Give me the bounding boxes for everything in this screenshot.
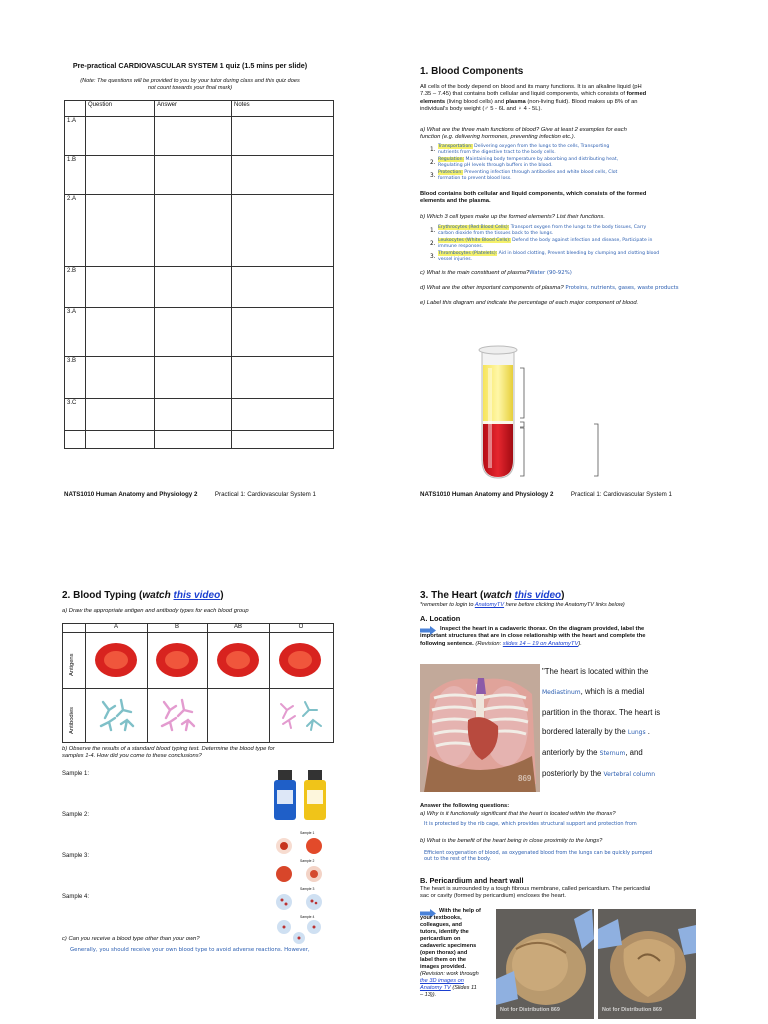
blood-intro: All cells of the body depend on blood and its many functions. It is an alkaline liquid (pH 7.35 – 7.45) that contains both cellular and liquid components, which consists of formed elements (living blood cells) and plasma (non-living fluid). Blood makes up 8% of an individual's body weight (♂ 5 - 6L and ♀ 4 - 5L). — [420, 84, 647, 113]
quiz-table — [64, 100, 334, 449]
question-b: b) Observe the results of a standard blood typing test. Determine the blood type for samples 1-4. How did you come to these conclusions? — [62, 746, 275, 759]
list-item: 1. Transportation: Delivering oxygen from the lungs to the cells, Transporting nutrients from the digestive tract to the body cells. — [430, 144, 610, 155]
answer-lungs: Lungs — [627, 729, 646, 737]
section-a-title: A. Location — [420, 614, 461, 623]
table-row: 2.B — [65, 267, 334, 308]
sample-4-label: Sample 4: — [62, 894, 90, 900]
quiz-header-answer: Answer — [155, 101, 232, 117]
thorax-image — [420, 664, 540, 792]
question-a: a) Draw the appropriate antigen and antibody types for each blood group — [62, 608, 249, 614]
cells-list — [430, 225, 738, 263]
group-ab-header: AB — [233, 624, 242, 630]
revision-link[interactable]: slides 14 – 19 on AnatomyTV — [502, 640, 579, 647]
question-d: d) What are the other important components of plasma? Proteins, nutrients, gases, waste products — [420, 285, 679, 291]
answer-sternum: Sternum — [599, 750, 626, 758]
anatomy-tv-link[interactable]: Anatomy TV — [420, 985, 451, 991]
heart-page — [384, 512, 768, 1024]
section-b-title: B. Pericardium and heart wall — [420, 876, 524, 885]
answer-mediastinum: Mediastinum — [542, 688, 581, 696]
3d-images-link[interactable]: the 3D images on — [420, 978, 464, 984]
group-a-header: A — [113, 624, 118, 630]
help-text: With the help of your textbooks, colleagues, and tutors, identify the pericardium on cadaveric specimens (open thorax) and label them on the images provided. (Revision: work through the 3D images on Anatomy TV (Slides 11 – 13)). — [420, 908, 481, 998]
table-row: 2.A — [65, 195, 334, 267]
watermark: 869 — [518, 774, 532, 783]
functions-list — [430, 144, 738, 182]
antibody-a-icon — [95, 696, 137, 736]
question-c: c) Can you receive a blood type other than your own? — [62, 936, 200, 942]
answer-b: Efficient oxygenation of blood, as oxygenated blood from the lungs can be quickly pumped out to the rest of the body. — [424, 850, 653, 862]
quiz-title: Pre-practical CARDIOVASCULAR SYSTEM 1 quiz (1.5 mins per slide) — [72, 61, 308, 70]
video-link[interactable]: this video — [173, 590, 221, 601]
sample-3-drops-icon — [274, 891, 328, 913]
footer — [420, 491, 740, 498]
quiz-page — [0, 0, 384, 512]
quiz-header-blank — [65, 101, 86, 117]
footer-course: NATS1010 Human Anatomy and Physiology 2 — [64, 491, 198, 498]
sample-2-label: Sample 2: — [62, 812, 90, 818]
reagent-bottles-icon — [270, 768, 330, 824]
rbc-a-icon — [93, 640, 139, 680]
question-a: a) Why is it functionally significant that the heart is located within the thorax? — [420, 811, 616, 817]
pericardium-text: The heart is surrounded by a tough fibrous membrane, called pericardium. The pericardial sac or cavity (formed by pericardium) encloses the heart. — [420, 886, 651, 900]
sample-2-drops-icon — [274, 863, 328, 885]
antibody-o-icon — [275, 696, 327, 736]
anatomytv-note: *remember to login to AnatomyTV here before clicking the AnatomyTV links below) — [420, 602, 625, 608]
rbc-b-icon — [154, 640, 200, 680]
quiz-header-question: Question — [86, 101, 155, 117]
antigens-label: Antigens — [69, 653, 75, 676]
footer-course: NATS1010 Human Anatomy and Physiology 2 — [420, 491, 554, 498]
question-b: b) What is the benefit of the heart being in close proximity to the lungs? — [420, 838, 603, 844]
list-item: 2. Leukocytes (White Blood Cells): Defend the body against infection and disease, Participate in immune responses. — [430, 238, 653, 249]
quiz-note: (Note: The questions will be provided to you by your tutor during class and this quiz does not count towards your final mark) — [80, 78, 300, 91]
sample-1-drops-icon — [274, 835, 328, 857]
pericardium-specimen-image-1 — [496, 909, 594, 1019]
footer-practical: Practical 1: Cardiovascular System 1 — [214, 491, 316, 498]
blood-typing-page — [0, 512, 384, 1024]
not-for-distribution-label: Not for Distribution 869 — [602, 1007, 662, 1013]
list-item: 3. Thrombocytes (Platelets): Aid in blood clotting, Prevent bleeding by clumping and clotting blood vessel injuries. — [430, 251, 660, 262]
answer-cell[interactable] — [86, 117, 155, 156]
question-b: b) Which 3 cell types make up the formed elements? List their functions. — [420, 214, 605, 220]
blood-typing-test-image: Sample 1 Sample 2 Sample 3 Sample 4 — [270, 768, 330, 944]
rbc-ab-icon — [215, 640, 261, 680]
location-sentence: "The heart is located within the Mediastinum, which is a medial partition in the thorax. The heart is bordered laterally by the Lungs . anteriorly by the Sternum, and posteriorly by the Vertebral column — [542, 667, 661, 778]
page-title: 2. Blood Typing (watch this video) — [62, 590, 224, 601]
blood-components-page — [384, 0, 768, 512]
list-item: 3. Protection: Preventing infection through antibodies and white blood cells, Clot formation to prevent blood loss. — [430, 170, 618, 181]
table-row: 1.A — [65, 117, 334, 156]
footer-practical: Practical 1: Cardiovascular System 1 — [570, 491, 672, 498]
rbc-o-icon — [277, 640, 323, 680]
answer-vertebral-column: Vertebral column — [603, 770, 656, 778]
question-c: c) What is the main constituent of plasma?Water (90-92%) — [420, 270, 572, 276]
table-row: 3.C — [65, 399, 334, 431]
table-row — [65, 431, 334, 449]
table-row: 3.A — [65, 308, 334, 357]
sample-3-label: Sample 3: — [62, 853, 90, 859]
anatomytv-link[interactable]: AnatomyTV — [474, 602, 505, 608]
table-row: 3.B — [65, 357, 334, 399]
group-b-header: B — [174, 624, 179, 630]
not-for-distribution-label: Not for Distribution 869 — [500, 1007, 560, 1013]
inspect-text: Inspect the heart in a cadaveric thorax. On the diagram provided, label the important structures that are in close relationship with the heart and complete the following sentence. (Revision: slides 14 – 19 on AnatomyTV). — [420, 626, 646, 647]
footer — [64, 491, 364, 498]
table-row: 1.B — [65, 156, 334, 195]
blood-type-grid — [62, 623, 334, 743]
question-a: a) What are the three main functions of blood? Give at least 2 examples for each function (e.g. delivering hormones, preventing infection etc.). — [420, 127, 627, 140]
formed-elements-text: Blood contains both cellular and liquid components, which consists of the formed elements and the plasma. — [420, 191, 647, 205]
list-item: 2. Regulation: Maintaining body temperature by absorbing and distributing heat, Regulating pH levels through buffers in the blood. — [430, 157, 619, 168]
answer-c: Generally, you should receive your own blood type to avoid adverse reactions. However, — [70, 947, 310, 953]
question-e: e) Label this diagram and indicate the percentage of each major component of blood. — [420, 300, 639, 306]
answer-a: It is protected by the rib cage, which provides structural support and protection from — [424, 821, 637, 827]
group-o-header: O — [298, 624, 304, 630]
pericardium-specimen-image-2 — [598, 909, 696, 1019]
answer-questions-heading: Answer the following questions: — [420, 803, 510, 809]
antibodies-label: Antibodies — [69, 706, 75, 734]
antibody-b-icon — [156, 696, 198, 736]
quiz-header-notes: Notes — [232, 101, 334, 117]
sample-1-label: Sample 1: — [62, 771, 90, 777]
video-link[interactable]: this video — [514, 590, 562, 601]
list-item: 1. Erythrocytes (Red Blood Cells): Transport oxygen from the lungs to the body tissues, Carry carbon dioxide from the tissues back to the lungs. — [430, 225, 647, 236]
test-tube-diagram — [464, 338, 614, 483]
page-title: 1. Blood Components — [420, 66, 524, 77]
page-title: 3. The Heart (watch this video) — [420, 590, 565, 601]
